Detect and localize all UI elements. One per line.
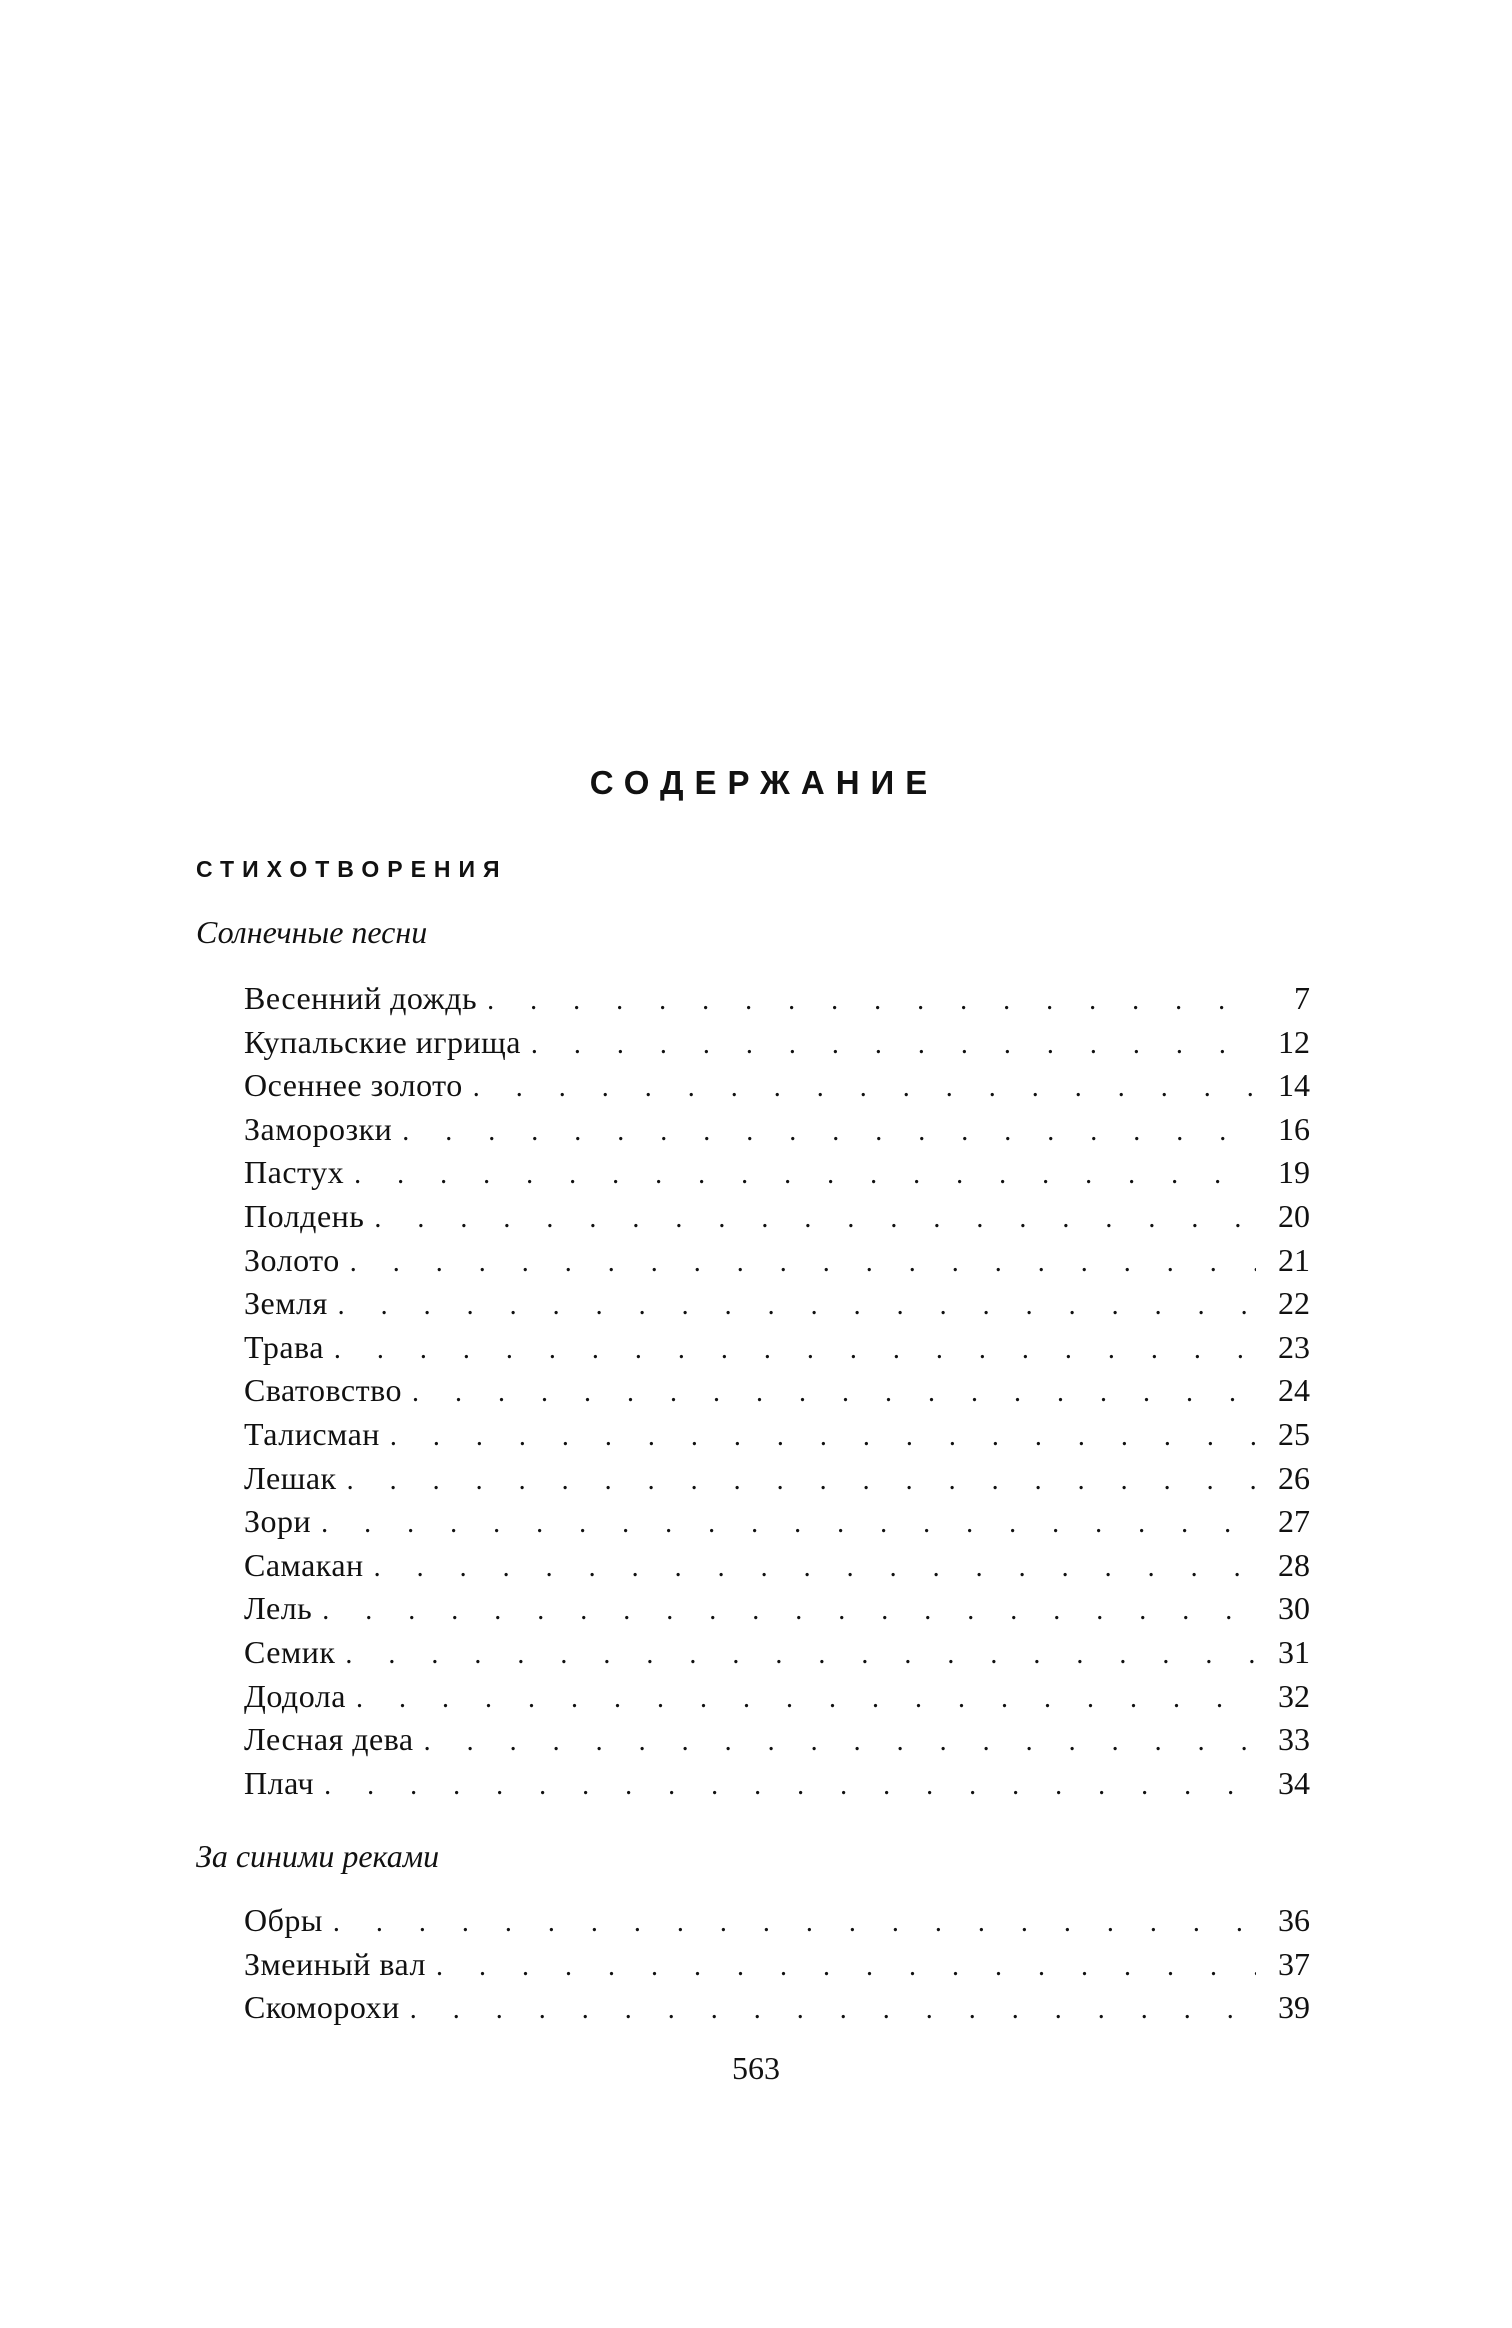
- toc-entry-page: 16: [1278, 1110, 1310, 1147]
- toc-entry-title: Сватовство: [244, 1372, 402, 1409]
- toc-entry[interactable]: [244, 1021, 1310, 1065]
- toc-entry-title: Полдень: [244, 1197, 365, 1234]
- toc-leader-dots: [338, 1284, 1256, 1328]
- toc-entry-title: Самакан: [244, 1546, 364, 1583]
- toc-entry-title: Семик: [244, 1633, 336, 1670]
- toc-entry-page: 7: [1294, 980, 1310, 1016]
- toc-list-section-1: [244, 977, 1310, 1805]
- toc-entry-page: 12: [1278, 1023, 1310, 1060]
- toc-entry-page: 34: [1278, 1764, 1310, 1801]
- toc-entry[interactable]: [244, 1718, 1310, 1762]
- page-number: 563: [732, 2050, 780, 2086]
- toc-entry[interactable]: [244, 1108, 1310, 1152]
- toc-entry-title: Земля: [244, 1285, 328, 1322]
- toc-entry-page: 21: [1278, 1241, 1310, 1278]
- toc-leader-dots: [334, 1328, 1256, 1372]
- toc-entry[interactable]: [244, 1762, 1310, 1806]
- toc-leader-dots: [321, 1502, 1256, 1546]
- toc-entry-title: Осеннее золото: [244, 1067, 463, 1104]
- toc-leader-dots: [333, 1901, 1256, 1945]
- toc-entry[interactable]: [244, 1326, 1310, 1370]
- toc-entry[interactable]: [244, 1500, 1310, 1544]
- toc-entry-page: 14: [1278, 1067, 1310, 1104]
- section-title-solnechnye-pesni: Солнечные песни: [196, 914, 428, 950]
- toc-leader-dots: [412, 1371, 1256, 1415]
- toc-leader-dots: [356, 1677, 1256, 1721]
- toc-entry-title: Пастух: [244, 1154, 345, 1191]
- toc-entry-page: 23: [1278, 1328, 1310, 1365]
- part-title: СТИХОТВОРЕНИЯ: [196, 856, 508, 882]
- toc-entry-title: Лесная дева: [244, 1721, 414, 1758]
- toc-entry-page: 37: [1278, 1945, 1310, 1982]
- toc-entry-title: Золото: [244, 1241, 340, 1278]
- toc-entry-title: Змеиный вал: [244, 1945, 426, 1982]
- toc-entry[interactable]: [244, 1986, 1310, 2030]
- toc-entry-page: 32: [1278, 1677, 1310, 1714]
- toc-entry[interactable]: [244, 1587, 1310, 1631]
- toc-entry[interactable]: [244, 1675, 1310, 1719]
- toc-leader-dots: [374, 1197, 1256, 1241]
- toc-entry[interactable]: [244, 1064, 1310, 1108]
- toc-entry[interactable]: [244, 1413, 1310, 1457]
- toc-leader-dots: [345, 1633, 1256, 1677]
- toc-entry-page: 28: [1278, 1546, 1310, 1583]
- toc-leader-dots: [390, 1415, 1256, 1459]
- toc-leader-dots: [424, 1720, 1256, 1764]
- toc-entry-page: 39: [1278, 1989, 1310, 2026]
- toc-entry[interactable]: [244, 1899, 1310, 1943]
- toc-entry-page: 22: [1278, 1285, 1310, 1322]
- toc-leader-dots: [322, 1589, 1256, 1633]
- toc-leader-dots: [374, 1546, 1256, 1590]
- toc-entry[interactable]: [244, 977, 1310, 1021]
- toc-entry-page: 36: [1278, 1902, 1310, 1938]
- toc-entry[interactable]: [244, 1457, 1310, 1501]
- toc-leader-dots: [436, 1945, 1256, 1989]
- toc-entry[interactable]: [244, 1369, 1310, 1413]
- toc-entry[interactable]: [244, 1195, 1310, 1239]
- toc-list-section-2: [244, 1899, 1310, 2030]
- toc-leader-dots: [531, 1023, 1256, 1067]
- toc-entry-page: 19: [1278, 1154, 1310, 1191]
- toc-entry[interactable]: [244, 1631, 1310, 1675]
- toc-entry[interactable]: [244, 1282, 1310, 1326]
- toc-entry-title: Обры: [244, 1902, 323, 1938]
- toc-entry[interactable]: [244, 1943, 1310, 1987]
- toc-entry-page: 24: [1278, 1372, 1310, 1409]
- toc-leader-dots: [402, 1110, 1256, 1154]
- toc-entry-title: Купальские игрища: [244, 1023, 521, 1060]
- page-title: СОДЕРЖАНИЕ: [589, 764, 939, 802]
- toc-entry-page: 25: [1278, 1415, 1310, 1452]
- toc-entry-title: Талисман: [244, 1415, 380, 1452]
- toc-entry-page: 33: [1278, 1721, 1310, 1758]
- toc-entry-title: Зори: [244, 1503, 312, 1540]
- toc-entry-title: Скоморохи: [244, 1989, 400, 2026]
- toc-leader-dots: [350, 1241, 1256, 1285]
- toc-entry-page: 20: [1278, 1197, 1310, 1234]
- toc-entry[interactable]: [244, 1239, 1310, 1283]
- toc-entry-title: Лешак: [244, 1459, 337, 1496]
- toc-leader-dots: [410, 1988, 1256, 2032]
- toc-entry-page: 26: [1278, 1459, 1310, 1496]
- toc-entry-title: Плач: [244, 1764, 315, 1801]
- toc-leader-dots: [347, 1459, 1256, 1503]
- section-title-za-sinimi-rekami: За синими реками: [196, 1838, 440, 1874]
- toc-leader-dots: [354, 1153, 1256, 1197]
- toc-entry-title: Лель: [244, 1590, 313, 1627]
- toc-entry-title: Заморозки: [244, 1110, 393, 1147]
- toc-entry-page: 31: [1278, 1633, 1310, 1670]
- toc-entry-title: Весенний дождь: [244, 980, 478, 1016]
- toc-leader-dots: [487, 979, 1256, 1023]
- toc-entry-title: Додола: [244, 1677, 346, 1714]
- toc-entry-title: Трава: [244, 1328, 324, 1365]
- toc-entry-page: 27: [1278, 1503, 1310, 1540]
- toc-leader-dots: [473, 1066, 1256, 1110]
- toc-leader-dots: [324, 1764, 1256, 1808]
- toc-entry[interactable]: [244, 1544, 1310, 1588]
- toc-entry[interactable]: [244, 1151, 1310, 1195]
- toc-entry-page: 30: [1278, 1590, 1310, 1627]
